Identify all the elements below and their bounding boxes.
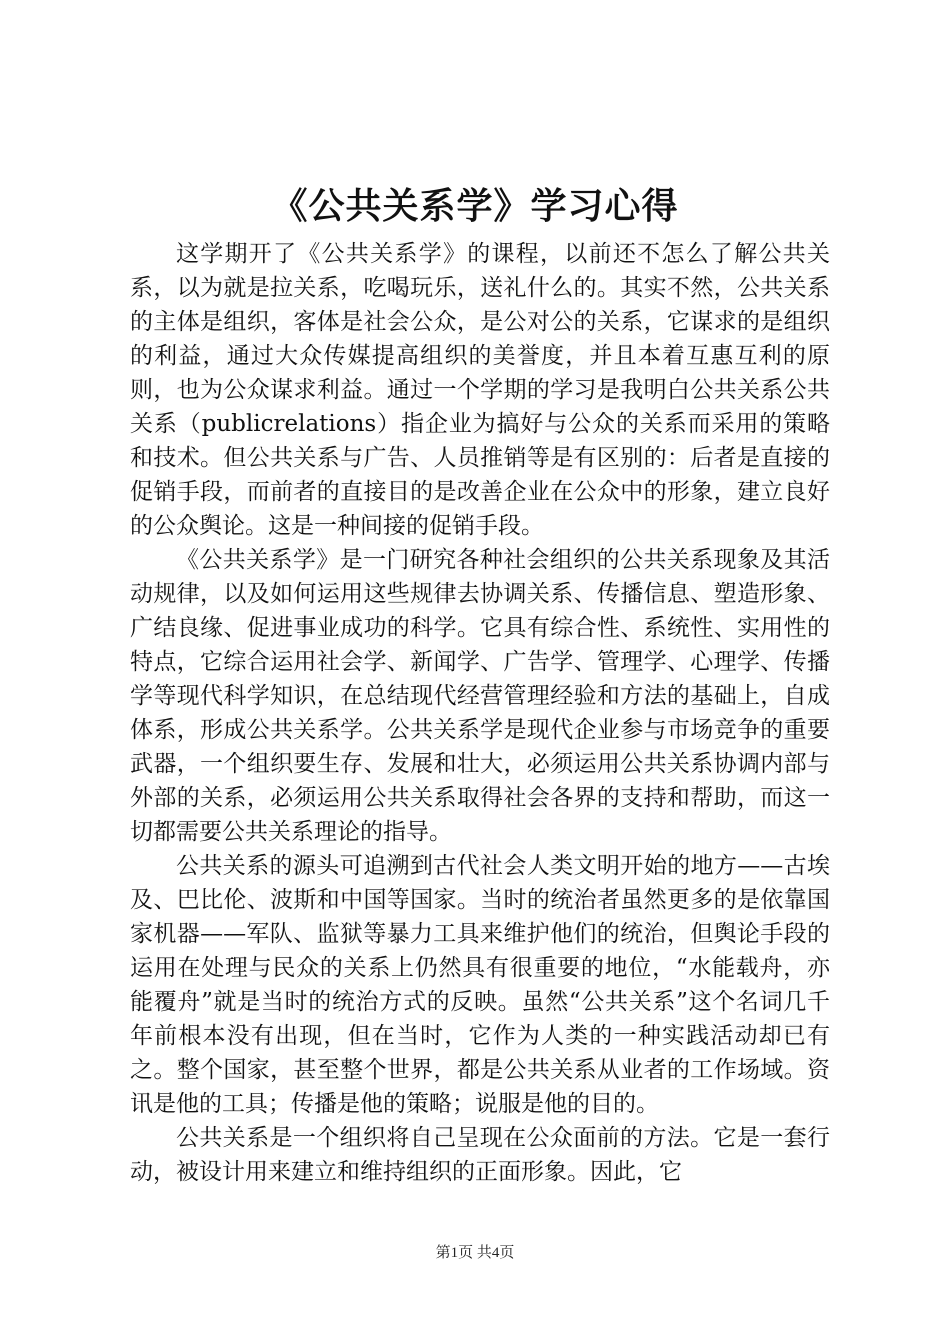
paragraph-3: 公共关系的源头可追溯到古代社会人类文明开始的地方——古埃及、巴比伦、波斯和中国等国家。当时的统治者虽然更多的是依靠国家机器——军队、监狱等暴力工具来维护他们的统治，但舆论手段的运用在处理与民众的关系上仍然具有很重要的地位，“水能载舟，亦能覆舟”就是当时的统治方式的反映。虽然“公共关系”这个名词几千年前根本没有出现，但在当时，它作为人类的一种实践活动却已有之。整个国家，甚至整个世界，都是公共关系从业者的工作场域。资讯是他的工具；传播是他的策略；说服是他的目的。	[130, 853, 830, 1117]
paragraph-1: 这学期开了《公共关系学》的课程，以前还不怎么了解公共关系，以为就是拉关系，吃喝玩乐，送礼什么的。其实不然，公共关系的主体是组织，客体是社会公众，是公对公的关系，它谋求的是组织的利益，通过大众传媒提高组织的美誉度，并且本着互惠互利的原则，也为公众谋求利益。通过一个学期的学习是我明白公共关系公共关系（publicrelations）指企业为搞好与公众的关系而采用的策略和技术。但公共关系与广告、人员推销等是有区别的：后者是直接的促销手段，而前者的直接目的是改善企业在公众中的形象，建立良好的公众舆论。这是一种间接的促销手段。	[130, 241, 830, 539]
document-body	[130, 237, 830, 1189]
document-title: 《公共关系学》学习心得	[271, 185, 679, 227]
paragraph-2: 《公共关系学》是一门研究各种社会组织的公共关系现象及其活动规律，以及如何运用这些规律去协调关系、传播信息、塑造形象、广结良缘、促进事业成功的科学。它具有综合性、系统性、实用性的特点，它综合运用社会学、新闻学、广告学、管理学、心理学、传播学等现代科学知识，在总结现代经营管理经验和方法的基础上，自成体系，形成公共关系学。公共关系学是现代企业参与市场竞争的重要武器，一个组织要生存、发展和壮大，必须运用公共关系协调内部与外部的关系，必须运用公共关系取得社会各界的支持和帮助，而这一切都需要公共关系理论的指导。	[130, 547, 830, 845]
page-number-footer: 第1页 共4页	[435, 1245, 515, 1261]
paragraph-4: 公共关系是一个组织将自己呈现在公众面前的方法。它是一套行动，被设计用来建立和维持组织的正面形象。因此，它	[130, 1125, 830, 1185]
